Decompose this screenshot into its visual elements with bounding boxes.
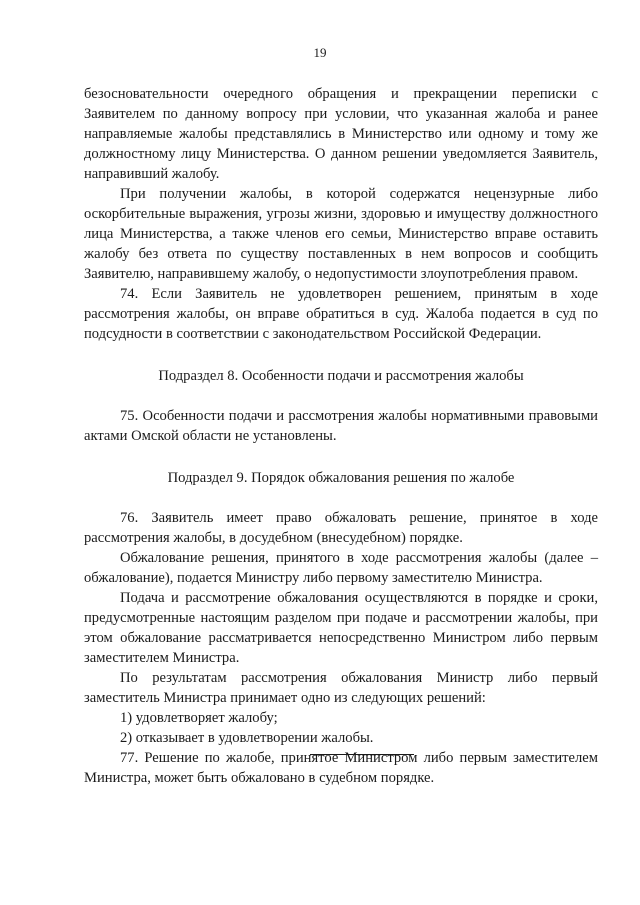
paragraph-76-procedure: Подача и рассмотрение обжалования осуществляются в порядке и сроки, предусмотренные настоящим разделом при подаче и рассмотрении жалобы, при этом обжалование рассматривается непосредственно Министром либо первым заместителем Министра. [84, 590, 598, 666]
list-item-refuse: 2) отказывает в удовлетворении жалобы. [120, 730, 374, 746]
subsection-9-heading: Подраздел 9. Порядок обжалования решения по жалобе [167, 470, 515, 486]
paragraph-76-results: По результатам рассмотрения обжалования Министр либо первый заместитель Министра принимает одно из следующих решений: [84, 670, 598, 706]
paragraph-76: 76. Заявитель имеет право обжаловать решение, принятое в ходе рассмотрения жалобы, в досудебном (внесудебном) порядке. [84, 510, 598, 546]
end-of-document-rule [310, 754, 414, 755]
spacer [84, 344, 598, 366]
list-item-satisfy: 1) удовлетворяет жалобу; [120, 710, 278, 726]
paragraph-75: 75. Особенности подачи и рассмотрения жалобы нормативными правовыми актами Омской области не установлены. [84, 408, 598, 444]
page-number: 19 [313, 45, 327, 60]
paragraph-74: 74. Если Заявитель не удовлетворен решением, принятым в ходе рассмотрения жалобы, он вправе обратиться в суд. Жалоба подается в суд по подсудности в соответствии с законодательством Российской Федерации. [84, 286, 598, 342]
paragraph-77: 77. Решение по жалобе, принятое Министром либо первым заместителем Министра, может быть обжаловано в судебном порядке. [84, 750, 598, 786]
spacer [84, 446, 598, 468]
spacer [84, 488, 598, 508]
paragraph-76-appeal: Обжалование решения, принятого в ходе рассмотрения жалобы (далее – обжалование), подается Министру либо первому заместителю Министра. [84, 550, 598, 586]
spacer [84, 386, 598, 406]
document-body [84, 84, 598, 788]
subsection-8-heading: Подраздел 8. Особенности подачи и рассмотрения жалобы [158, 368, 524, 384]
paragraph-obscene-complaints: При получении жалобы, в которой содержатся нецензурные либо оскорбительные выражения, угрозы жизни, здоровью и имуществу должностного лица Министерства, а также членов его семьи, Министерство вправе оставить жалобу без ответа по существу поставленных в нем вопросов и сообщить Заявителю, направившему жалобу, о недопустимости злоупотребления правом. [84, 186, 598, 282]
paragraph-continuation: безосновательности очередного обращения и прекращении переписки с Заявителем по данному вопросу при условии, что указанная жалоба и ранее направляемые жалобы представлялись в Министерство или одному и тому же должностному лицу Министерства. О данном решении уведомляется Заявитель, направивший жалобу. [84, 86, 598, 182]
